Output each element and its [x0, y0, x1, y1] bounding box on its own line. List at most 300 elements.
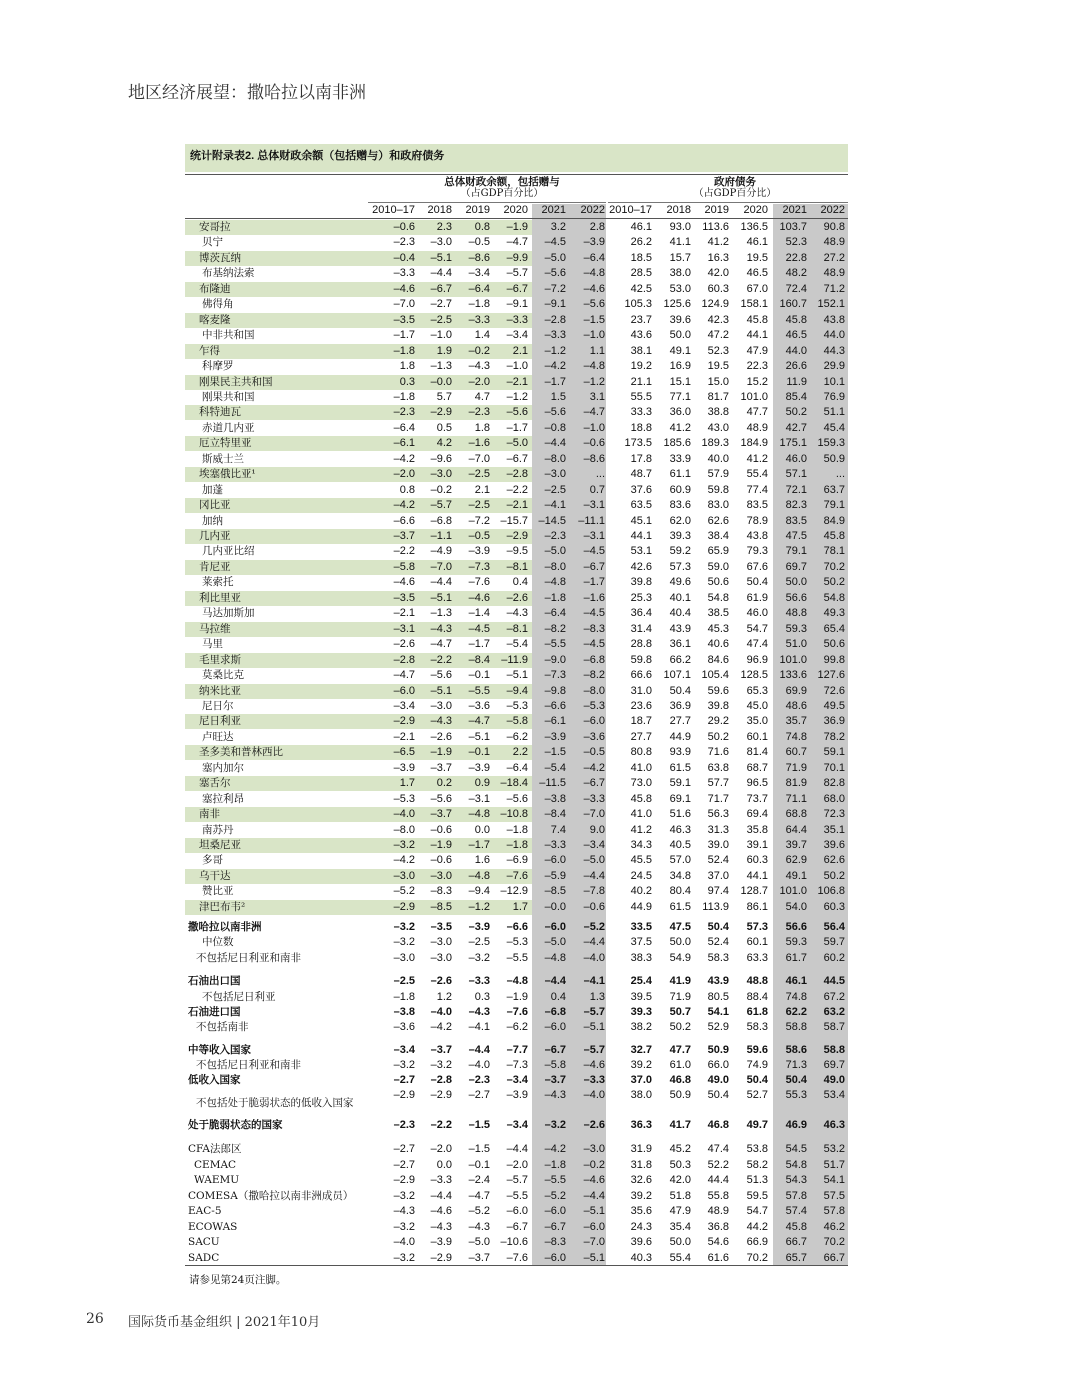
- cell-value: –1.5: [468, 1119, 490, 1131]
- row-label: 塞拉利昂: [202, 792, 244, 805]
- cell-value: 47.2: [707, 329, 729, 342]
- group-header-government-debt-unit: （占GDP百分比）: [693, 188, 777, 199]
- row-label: 刚果共和国: [202, 390, 255, 403]
- cell-value: 17.8: [630, 452, 652, 465]
- cell-value: 68.0: [823, 792, 845, 805]
- cell-value: –9.5: [506, 545, 528, 558]
- country-row: [185, 390, 848, 405]
- cell-value: –0.1: [468, 746, 490, 759]
- cell-value: 1.7: [512, 900, 528, 913]
- country-row: [185, 792, 848, 807]
- cell-value: –7.7: [506, 1044, 528, 1056]
- cell-value: –6.7: [430, 282, 452, 295]
- cell-value: 68.8: [785, 808, 807, 821]
- aggregate-row: [185, 1251, 848, 1266]
- cell-value: –9.6: [430, 452, 452, 465]
- cell-value: –3.5: [393, 313, 415, 326]
- cell-value: –11.5: [539, 777, 566, 790]
- cell-value: 2.3: [436, 221, 452, 233]
- cell-value: 59.7: [823, 936, 845, 948]
- cell-value: –3.7: [544, 1074, 566, 1086]
- cell-value: 45.8: [746, 313, 768, 326]
- cell-value: –8.6: [583, 452, 605, 465]
- cell-value: 41.1: [669, 236, 691, 249]
- cell-value: –5.2: [544, 1190, 566, 1202]
- cell-value: 0.3: [399, 375, 415, 388]
- country-row: [185, 483, 848, 498]
- cell-value: 1.2: [436, 991, 452, 1003]
- group-rule-left: [368, 202, 606, 203]
- cell-value: –6.7: [506, 1221, 528, 1233]
- cell-value: 10.1: [823, 375, 845, 388]
- aggregate-row: [185, 1005, 848, 1020]
- cell-value: 40.3: [630, 1252, 652, 1264]
- cell-value: 51.6: [669, 808, 691, 821]
- cell-value: –2.3: [393, 406, 415, 419]
- cell-value: 72.4: [785, 282, 807, 295]
- country-row: [185, 544, 848, 559]
- cell-value: 31.4: [630, 622, 652, 635]
- cell-value: 41.7: [669, 1119, 691, 1131]
- cell-value: 44.2: [746, 1221, 768, 1233]
- cell-value: 61.7: [785, 952, 807, 964]
- cell-value: –3.9: [506, 1089, 528, 1101]
- cell-value: 50.3: [669, 1159, 691, 1171]
- cell-value: –4.9: [430, 545, 452, 558]
- cell-value: 15.1: [669, 375, 691, 388]
- cell-value: 0.5: [436, 421, 452, 434]
- column-header: 2018: [666, 204, 691, 216]
- cell-value: –7.6: [506, 869, 528, 882]
- cell-value: 54.1: [823, 1174, 845, 1186]
- cell-value: 63.5: [630, 499, 652, 512]
- cell-value: –1.2: [544, 344, 566, 357]
- cell-value: 105.4: [701, 669, 729, 682]
- row-label: WAEMU: [194, 1174, 240, 1186]
- cell-value: –3.0: [430, 936, 452, 948]
- cell-value: 125.6: [663, 298, 691, 311]
- aggregate-row: [185, 951, 848, 966]
- cell-value: 44.1: [746, 869, 768, 882]
- cell-value: –3.0: [430, 468, 452, 481]
- cell-value: 50.4: [785, 1074, 807, 1086]
- cell-value: –3.9: [430, 1236, 452, 1248]
- country-row: [185, 884, 848, 899]
- cell-value: –4.8: [544, 952, 566, 964]
- cell-value: –3.2: [393, 1190, 415, 1202]
- cell-value: 85.4: [785, 390, 807, 403]
- cell-value: 47.5: [785, 530, 807, 542]
- country-row: [185, 514, 848, 529]
- cell-value: –3.0: [393, 952, 415, 964]
- cell-value: –3.0: [544, 468, 566, 481]
- cell-value: 43.0: [707, 421, 729, 434]
- cell-value: –4.2: [430, 1021, 452, 1033]
- cell-value: 31.8: [630, 1159, 652, 1171]
- country-row: [185, 344, 848, 359]
- cell-value: 79.1: [785, 545, 807, 558]
- row-label: 厄立特里亚: [199, 437, 252, 450]
- row-label: 加蓬: [202, 483, 223, 496]
- cell-value: 0.8: [399, 483, 415, 496]
- cell-value: 43.9: [669, 622, 691, 635]
- country-row: [185, 498, 848, 513]
- cell-value: 44.3: [823, 344, 845, 357]
- cell-value: 57.3: [746, 921, 768, 933]
- cell-value: –0.6: [583, 900, 605, 913]
- cell-value: –4.6: [468, 591, 490, 604]
- cell-value: 67.0: [746, 282, 768, 295]
- cell-value: 61.5: [669, 900, 691, 913]
- cell-value: 105.3: [624, 298, 652, 311]
- cell-value: 15.7: [669, 251, 691, 264]
- country-row: [185, 714, 848, 729]
- country-row: [185, 266, 848, 281]
- cell-value: 39.3: [669, 530, 691, 542]
- cell-value: 29.2: [707, 715, 729, 728]
- cell-value: 27.7: [630, 730, 652, 743]
- cell-value: 22.8: [785, 251, 807, 264]
- cell-value: –4.3: [430, 715, 452, 728]
- cell-value: 54.9: [669, 952, 691, 964]
- cell-value: –7.0: [583, 1236, 605, 1248]
- cell-value: –0.6: [430, 823, 452, 836]
- cell-value: 69.4: [746, 808, 768, 821]
- cell-value: 0.7: [589, 483, 605, 496]
- cell-value: 44.1: [746, 329, 768, 342]
- cell-value: 1.5: [550, 390, 566, 403]
- cell-value: –5.1: [468, 730, 490, 743]
- cell-value: 49.6: [669, 576, 691, 589]
- cell-value: 0.0: [436, 1159, 452, 1171]
- row-label: 安哥拉: [199, 221, 231, 233]
- cell-value: –8.0: [393, 823, 415, 836]
- cell-value: 58.7: [823, 1021, 845, 1033]
- cell-value: 50.2: [669, 1021, 691, 1033]
- cell-value: –3.1: [393, 622, 415, 635]
- cell-value: –1.0: [583, 421, 605, 434]
- cell-value: –5.2: [468, 1205, 490, 1217]
- cell-value: –6.8: [583, 653, 605, 666]
- cell-value: 46.0: [785, 452, 807, 465]
- cell-value: 42.6: [630, 560, 652, 573]
- cell-value: 41.2: [630, 823, 652, 836]
- cell-value: –5.5: [544, 1174, 566, 1186]
- cell-value: –3.3: [583, 1074, 605, 1086]
- cell-value: 50.2: [707, 730, 729, 743]
- cell-value: 32.6: [630, 1174, 652, 1186]
- cell-value: 56.6: [785, 591, 807, 604]
- cell-value: 71.9: [669, 991, 691, 1003]
- cell-value: 1.1: [589, 344, 605, 357]
- cell-value: 52.2: [707, 1159, 729, 1171]
- cell-value: –2.9: [393, 1089, 415, 1101]
- row-label: 中位数: [202, 936, 234, 948]
- cell-value: –3.6: [468, 699, 490, 712]
- cell-value: –7.6: [506, 1006, 528, 1018]
- cell-value: 60.2: [823, 952, 845, 964]
- cell-value: –4.3: [468, 1221, 490, 1233]
- cell-value: –1.9: [506, 221, 528, 233]
- cell-value: 45.2: [669, 1143, 691, 1155]
- cell-value: –3.5: [430, 921, 452, 933]
- cell-value: –3.3: [544, 839, 566, 851]
- cell-value: –0.5: [583, 746, 605, 759]
- cell-value: –0.4: [393, 251, 415, 264]
- cell-value: 56.4: [823, 921, 845, 933]
- cell-value: 50.6: [823, 638, 845, 651]
- cell-value: –7.2: [544, 282, 566, 295]
- cell-value: 72.1: [785, 483, 807, 496]
- cell-value: 51.0: [785, 638, 807, 651]
- aggregate-row: [185, 1142, 848, 1157]
- row-label: CFA法郎区: [188, 1143, 242, 1155]
- country-row: [185, 436, 848, 451]
- cell-value: 39.6: [823, 839, 845, 851]
- cell-value: –8.1: [506, 622, 528, 635]
- cell-value: –10.6: [500, 1236, 528, 1248]
- cell-value: –5.9: [544, 869, 566, 882]
- cell-value: 37.0: [630, 1074, 652, 1086]
- cell-value: –6.2: [506, 730, 528, 743]
- cell-value: –6.6: [544, 699, 566, 712]
- cell-value: –5.4: [544, 761, 566, 774]
- cell-value: –11.1: [578, 514, 605, 527]
- row-label: 马达加斯加: [202, 607, 255, 620]
- cell-value: 41.2: [707, 236, 729, 249]
- cell-value: 71.3: [785, 1059, 807, 1071]
- cell-value: –4.3: [544, 1089, 566, 1101]
- cell-value: –3.3: [583, 792, 605, 805]
- cell-value: 184.9: [740, 437, 768, 450]
- cell-value: –3.9: [393, 761, 415, 774]
- column-header: 2022: [580, 204, 605, 216]
- cell-value: –4.1: [544, 499, 566, 512]
- cell-value: –5.0: [583, 854, 605, 867]
- cell-value: 39.1: [746, 839, 768, 851]
- cell-value: 55.3: [785, 1089, 807, 1101]
- cell-value: 47.4: [746, 638, 768, 651]
- cell-value: –3.2: [544, 1119, 566, 1131]
- cell-value: 9.0: [589, 823, 605, 836]
- cell-value: –4.0: [583, 1089, 605, 1101]
- row-label: ECOWAS: [188, 1221, 238, 1233]
- cell-value: –4.6: [430, 1205, 452, 1217]
- cell-value: –1.8: [506, 839, 528, 851]
- cell-value: 46.8: [669, 1074, 691, 1086]
- cell-value: 160.7: [779, 298, 807, 311]
- cell-value: –3.3: [544, 329, 566, 342]
- cell-value: 36.4: [630, 607, 652, 620]
- cell-value: 0.9: [474, 777, 490, 790]
- cell-value: 50.7: [669, 1006, 691, 1018]
- cell-value: 26.6: [785, 360, 807, 373]
- cell-value: 45.8: [823, 530, 845, 542]
- cell-value: 7.4: [550, 823, 566, 836]
- row-label: SADC: [188, 1252, 220, 1264]
- country-row: [185, 838, 848, 853]
- cell-value: 54.0: [785, 900, 807, 913]
- cell-value: 71.1: [785, 792, 807, 805]
- aggregate-row: [185, 935, 848, 950]
- cell-value: –2.7: [393, 1159, 415, 1171]
- cell-value: 54.8: [823, 591, 845, 604]
- cell-value: 48.9: [707, 1205, 729, 1217]
- cell-value: 45.0: [746, 699, 768, 712]
- cell-value: –1.2: [506, 390, 528, 403]
- cell-value: –3.9: [468, 761, 490, 774]
- cell-value: 49.1: [785, 869, 807, 882]
- cell-value: –6.9: [506, 854, 528, 867]
- country-row: [185, 823, 848, 838]
- cell-value: 46.5: [785, 329, 807, 342]
- cell-value: 57.8: [823, 1205, 845, 1217]
- cell-value: 15.2: [746, 375, 768, 388]
- cell-value: –5.6: [430, 669, 452, 682]
- cell-value: 74.8: [785, 991, 807, 1003]
- cell-value: 62.0: [669, 514, 691, 527]
- row-label: 撒哈拉以南非洲: [188, 921, 262, 933]
- cell-value: 19.5: [707, 360, 729, 373]
- table-bottom-rule: [185, 1265, 848, 1266]
- cell-value: –5.8: [506, 715, 528, 728]
- aggregate-row: [185, 1043, 848, 1058]
- cell-value: –5.3: [506, 699, 528, 712]
- cell-value: –4.8: [583, 360, 605, 373]
- cell-value: –2.9: [430, 1252, 452, 1264]
- cell-value: 63.3: [746, 952, 768, 964]
- row-label: SACU: [188, 1236, 220, 1248]
- cell-value: –8.0: [544, 560, 566, 573]
- row-label: 贝宁: [202, 236, 223, 249]
- cell-value: 1.3: [589, 991, 605, 1003]
- cell-value: 44.5: [823, 975, 845, 987]
- cell-value: 39.3: [630, 1006, 652, 1018]
- cell-value: 55.8: [707, 1190, 729, 1202]
- header-rule-bottom: [185, 218, 848, 219]
- row-label: 中非共和国: [202, 329, 255, 342]
- cell-value: –6.4: [393, 421, 415, 434]
- cell-value: –7.0: [393, 298, 415, 311]
- country-row: [185, 807, 848, 822]
- cell-value: –5.0: [544, 936, 566, 948]
- row-label: 不包括尼日利亚和南非: [196, 1059, 301, 1071]
- cell-value: –4.7: [430, 638, 452, 651]
- aggregate-row: [185, 1118, 848, 1133]
- aggregate-row: [185, 1058, 848, 1073]
- cell-value: 133.6: [779, 669, 807, 682]
- cell-value: –3.1: [583, 530, 605, 542]
- cell-value: 175.1: [779, 437, 807, 450]
- cell-value: 53.8: [746, 1143, 768, 1155]
- cell-value: –7.8: [583, 885, 605, 898]
- cell-value: 31.0: [630, 684, 652, 697]
- country-row: [185, 251, 848, 266]
- row-label: 塞舌尔: [199, 777, 231, 790]
- cell-value: –1.1: [430, 530, 452, 542]
- cell-value: –6.7: [583, 560, 605, 573]
- cell-value: –9.4: [468, 885, 490, 898]
- cell-value: –15.7: [500, 514, 528, 527]
- cell-value: –1.8: [544, 1159, 566, 1171]
- cell-value: –6.7: [544, 1044, 566, 1056]
- cell-value: –4.8: [583, 267, 605, 280]
- country-row: [185, 313, 848, 328]
- cell-value: 82.8: [823, 777, 845, 790]
- cell-value: 33.3: [630, 406, 652, 419]
- cell-value: –5.8: [544, 1059, 566, 1071]
- cell-value: –18.4: [500, 777, 528, 790]
- row-label: 乌干达: [199, 869, 231, 882]
- cell-value: 40.5: [669, 839, 691, 851]
- aggregate-row: [185, 974, 848, 989]
- cell-value: 113.9: [702, 900, 729, 913]
- cell-value: –9.0: [544, 653, 566, 666]
- cell-value: –3.2: [393, 1221, 415, 1233]
- cell-value: –0.2: [468, 344, 490, 357]
- country-row: [185, 637, 848, 652]
- country-row: [185, 575, 848, 590]
- cell-value: 48.8: [746, 975, 768, 987]
- cell-value: –1.8: [393, 344, 415, 357]
- cell-value: –4.3: [506, 607, 528, 620]
- cell-value: 103.7: [779, 221, 807, 233]
- cell-value: 74.8: [785, 730, 807, 743]
- cell-value: –1.6: [583, 591, 605, 604]
- cell-value: –6.0: [544, 1021, 566, 1033]
- cell-value: –5.2: [583, 921, 605, 933]
- cell-value: 159.3: [817, 437, 845, 450]
- group-rule-right: [608, 202, 848, 203]
- cell-value: –6.0: [506, 1205, 528, 1217]
- cell-value: 35.7: [785, 715, 807, 728]
- cell-value: –8.0: [583, 684, 605, 697]
- group-header-government-debt-label: 政府债务: [714, 176, 756, 188]
- column-header: 2021: [782, 204, 807, 216]
- cell-value: 66.7: [823, 1252, 845, 1264]
- cell-value: 35.1: [823, 823, 845, 836]
- cell-value: –2.5: [468, 468, 490, 481]
- row-label: 不包括南非: [196, 1021, 249, 1033]
- cell-value: 80.5: [707, 991, 729, 1003]
- cell-value: –5.6: [544, 267, 566, 280]
- cell-value: –7.3: [544, 669, 566, 682]
- cell-value: –1.9: [506, 991, 528, 1003]
- row-label: 塞内加尔: [202, 761, 244, 774]
- cell-value: 44.9: [630, 900, 652, 913]
- cell-value: 44.4: [707, 1174, 729, 1186]
- cell-value: –5.0: [544, 251, 566, 264]
- cell-value: –2.2: [506, 483, 528, 496]
- cell-value: 41.0: [630, 761, 652, 774]
- cell-value: –4.1: [468, 1021, 490, 1033]
- cell-value: 50.0: [785, 576, 807, 589]
- cell-value: 46.8: [707, 1119, 729, 1131]
- cell-value: 48.9: [823, 236, 845, 249]
- cell-value: 51.8: [669, 1190, 691, 1202]
- cell-value: 51.1: [823, 406, 845, 419]
- cell-value: 23.6: [630, 699, 652, 712]
- cell-value: 54.7: [746, 1205, 768, 1217]
- cell-value: 34.3: [630, 839, 652, 851]
- cell-value: –5.7: [430, 499, 452, 512]
- cell-value: 46.9: [785, 1119, 807, 1131]
- cell-value: –2.1: [506, 375, 528, 388]
- cell-value: 50.9: [823, 452, 845, 465]
- cell-value: 49.5: [823, 699, 845, 712]
- row-label: 几内亚比绍: [202, 545, 255, 558]
- cell-value: 64.4: [785, 823, 807, 836]
